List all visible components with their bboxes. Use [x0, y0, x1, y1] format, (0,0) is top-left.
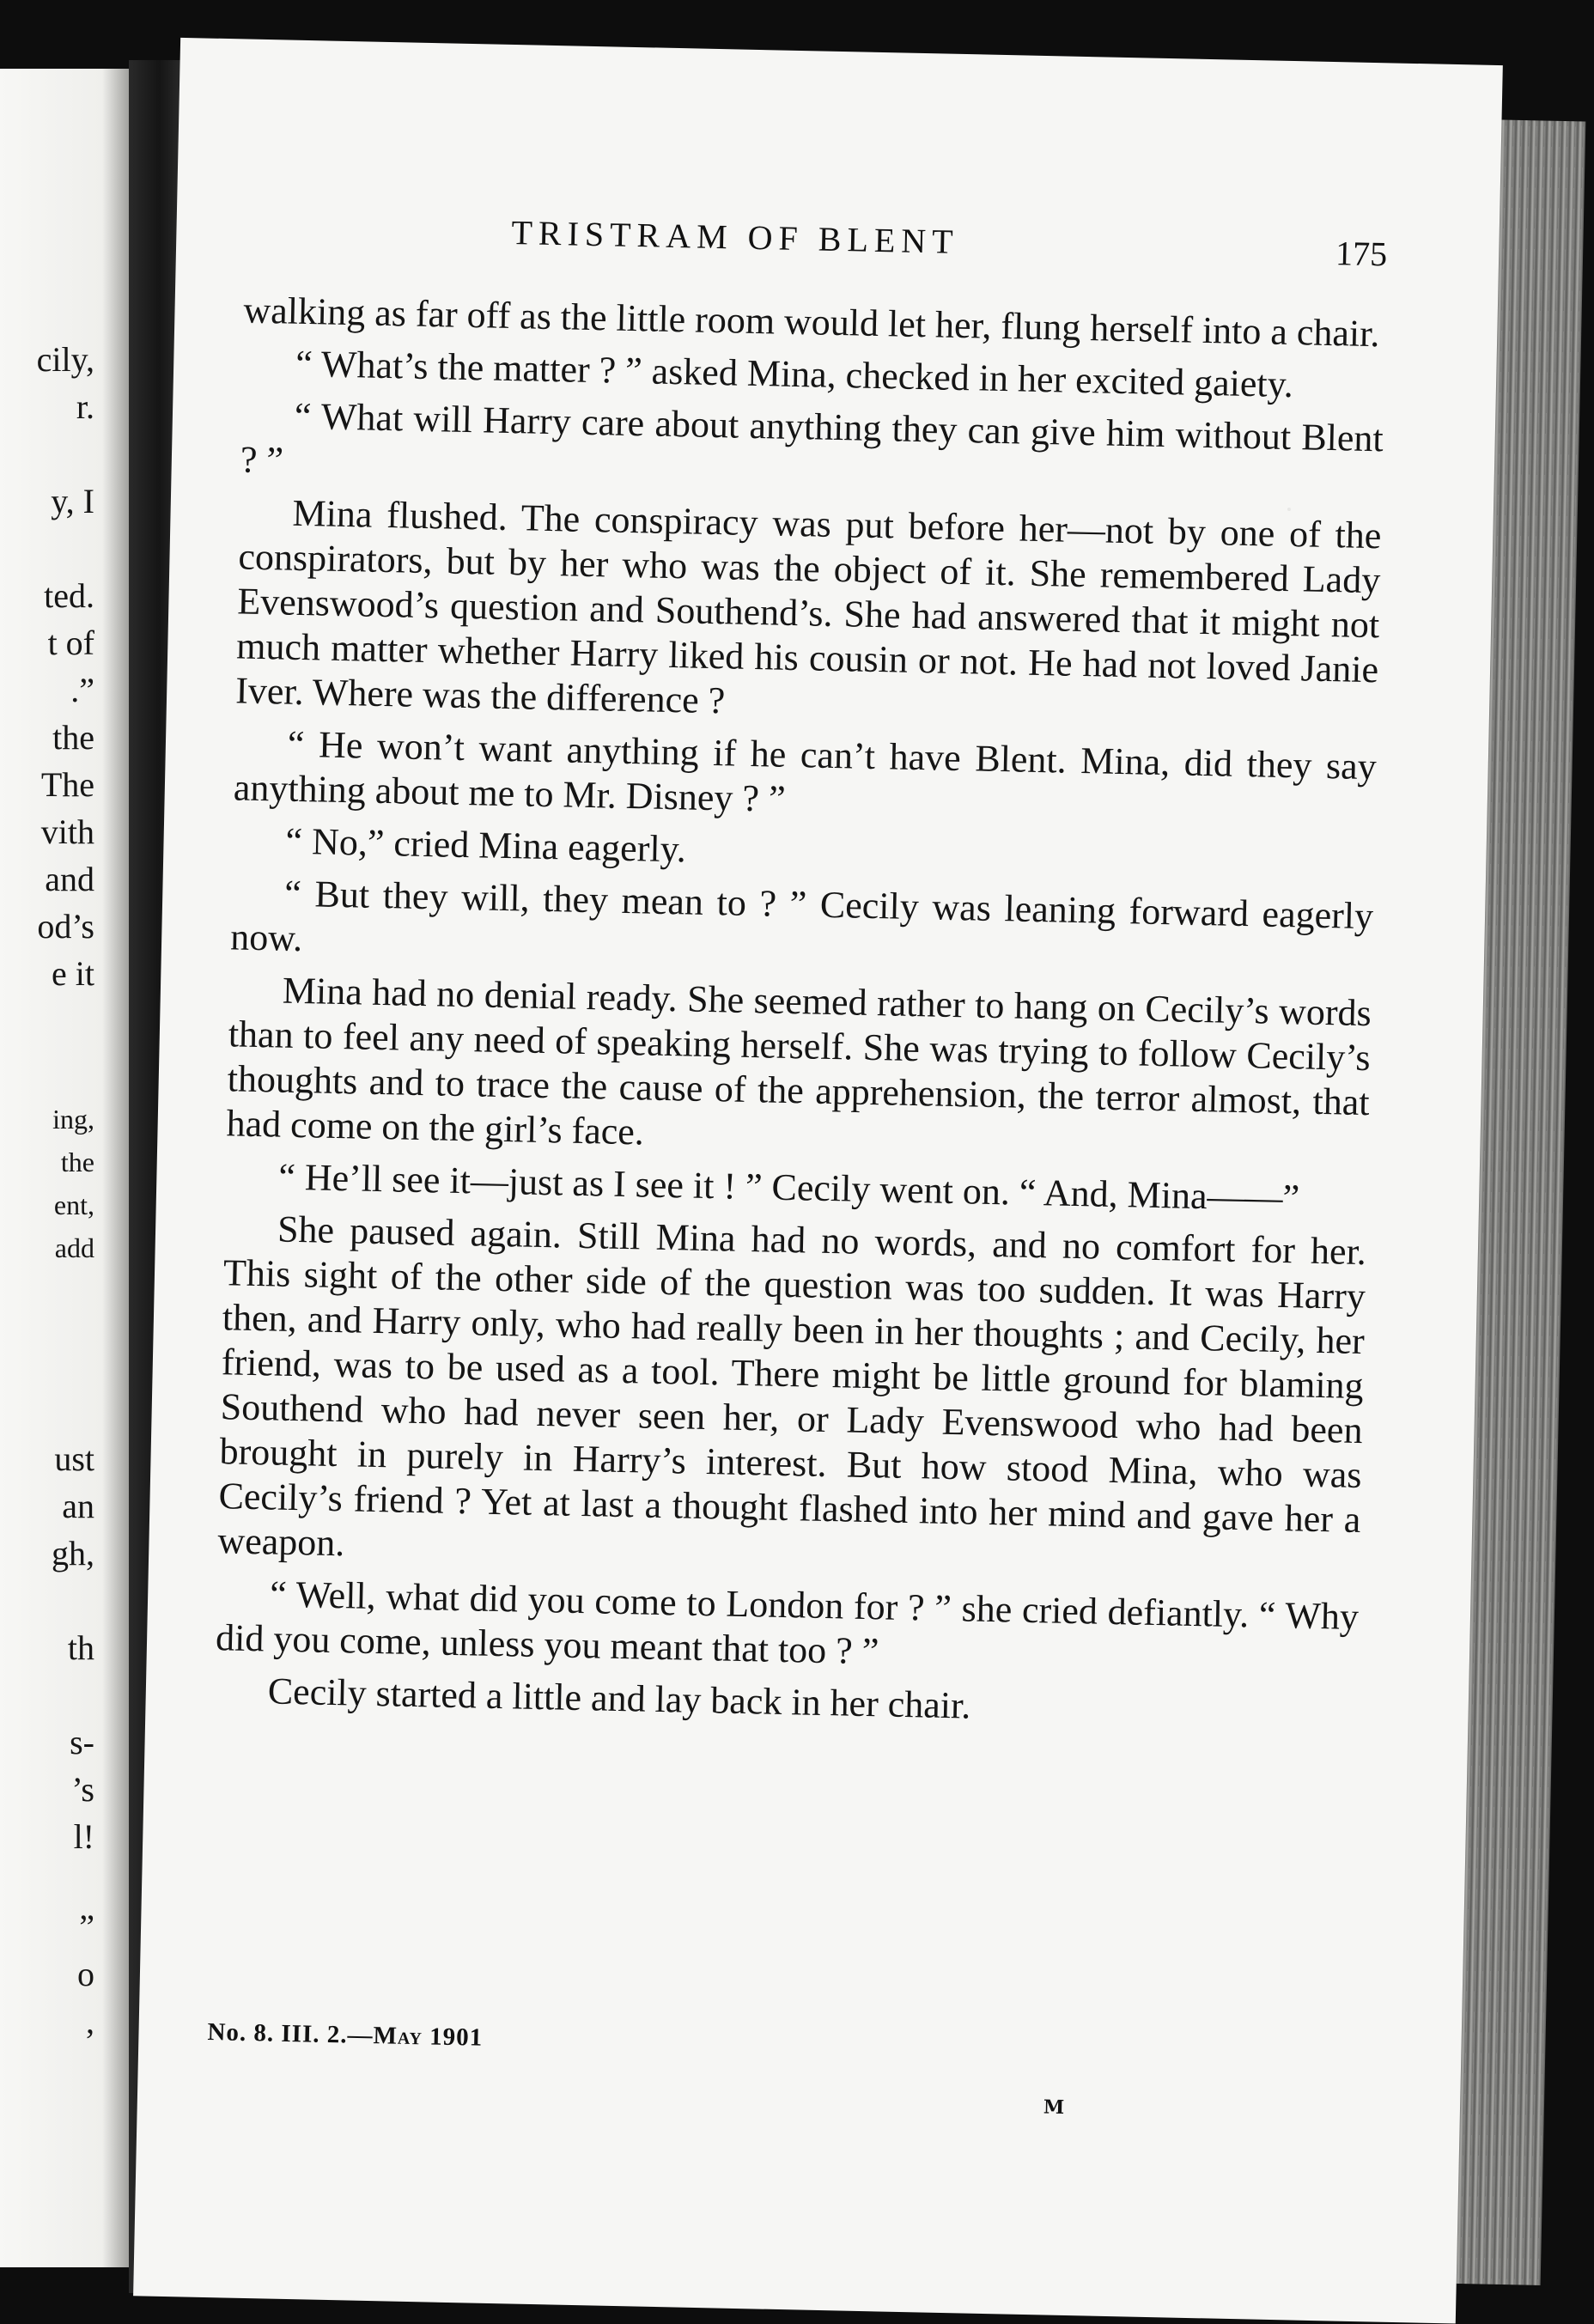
page-number: 175: [1335, 234, 1388, 274]
paragraph: Mina had no denial ready. She seemed rather to hang on Cecily’s words than to feel any need of speaking herself. She was trying to follow Cecily’s thoughts and to trace the cause of the apprehension, the terror almost, that had come on the girl’s face.: [226, 969, 1372, 1153]
left-fragment: ent,: [53, 1189, 94, 1220]
left-fragment: ,: [86, 2002, 94, 2041]
left-fragment: .”: [70, 671, 94, 709]
left-fragment: t of: [47, 624, 94, 662]
left-fragment: y, I: [51, 482, 94, 520]
paragraph: “ Well, what did you come to London for ? ” she cried defiantly. “ Why did you come, unless you meant that too ? ”: [215, 1573, 1360, 1673]
left-fragment: ing,: [52, 1104, 94, 1135]
left-fragment: od’s: [37, 907, 94, 946]
left-fragment: ust: [54, 1439, 94, 1478]
left-fragment: ’s: [71, 1770, 94, 1809]
paragraph: walking as far off as the little room would let her, flung herself into a chair.: [243, 289, 1380, 356]
left-fragment: an: [62, 1487, 94, 1525]
left-fragment: vith: [40, 812, 94, 851]
left-fragment: ”: [79, 1907, 94, 1946]
issue-date: —May 1901: [347, 2021, 484, 2052]
signature-mark: M: [1043, 2096, 1065, 2119]
paragraph: “ What’s the matter ? ” asked Mina, checked in her excited gaiety.: [295, 342, 1294, 406]
left-fragment: ted.: [44, 576, 94, 615]
paragraph: “ He won’t want anything if he can’t have Blent. Mina, did they say anything about me to Mr. Disney ? ”: [233, 722, 1378, 820]
paragraph: “ But they will, they mean to ? ” Cecily was leaning forward eagerly now.: [229, 872, 1374, 960]
paragraph: “ He’ll see it—just as I see it ! ” Cecily went on. “ And, Mina——”: [277, 1155, 1300, 1220]
paragraph: She paused again. Still Mina had no words, and no comfort for her. This sight of the other side of the question was too sudden. It was Harry then, and Harry only, who had really been in her thoughts ; and Cecily, her friend, was to be used as a tool. There might be little ground for blaming Southend who had never seen her, or Lady Evenswood who had been brought in purely in Harry’s interest. But how stood Mina, who was Cecily’s friend ? Yet at last a thought flashed into her mind and gave her a weapon.: [217, 1208, 1367, 1565]
left-fragment: r.: [76, 387, 94, 426]
left-fragment: s-: [70, 1723, 94, 1761]
facing-page-fragment: [0, 69, 146, 2267]
left-fragment: l!: [73, 1817, 94, 1856]
book-page: [133, 38, 1503, 2324]
left-fragment: and: [45, 860, 94, 898]
page-header: [245, 207, 1388, 283]
left-fragment: o: [77, 1955, 94, 1993]
left-fragment: The: [40, 765, 94, 804]
paragraph: Cecily started a little and lay back in her chair.: [267, 1670, 971, 1727]
left-fragment: add: [54, 1232, 94, 1263]
issue-number: No. 8. III. 2.: [207, 2018, 348, 2049]
left-fragment: the: [52, 718, 94, 757]
paragraph: “ What will Harry care about anything they can give him without Blent ? ”: [240, 394, 1384, 482]
paragraph: “ No,” cried Mina eagerly.: [285, 819, 687, 871]
left-fragment: gh,: [52, 1534, 94, 1573]
left-fragment: cily,: [36, 340, 94, 379]
left-fragment: the: [60, 1147, 94, 1177]
body-text: [214, 288, 1386, 1743]
left-fragment: th: [67, 1628, 94, 1667]
left-fragment: e it: [52, 954, 94, 993]
paragraph: Mina flushed. The conspiracy was put before her—not by one of the conspirators, but by her who was the object of it. She remembered Lady Evenswood’s question and Southend’s. She had answered that it might not much matter whether Harry liked his cousin or not. He had not loved Janie Iver. Where was the difference ?: [234, 491, 1382, 722]
footer-signature-line: [207, 2018, 483, 2053]
running-title: TRISTRAM OF BLENT: [511, 212, 960, 261]
